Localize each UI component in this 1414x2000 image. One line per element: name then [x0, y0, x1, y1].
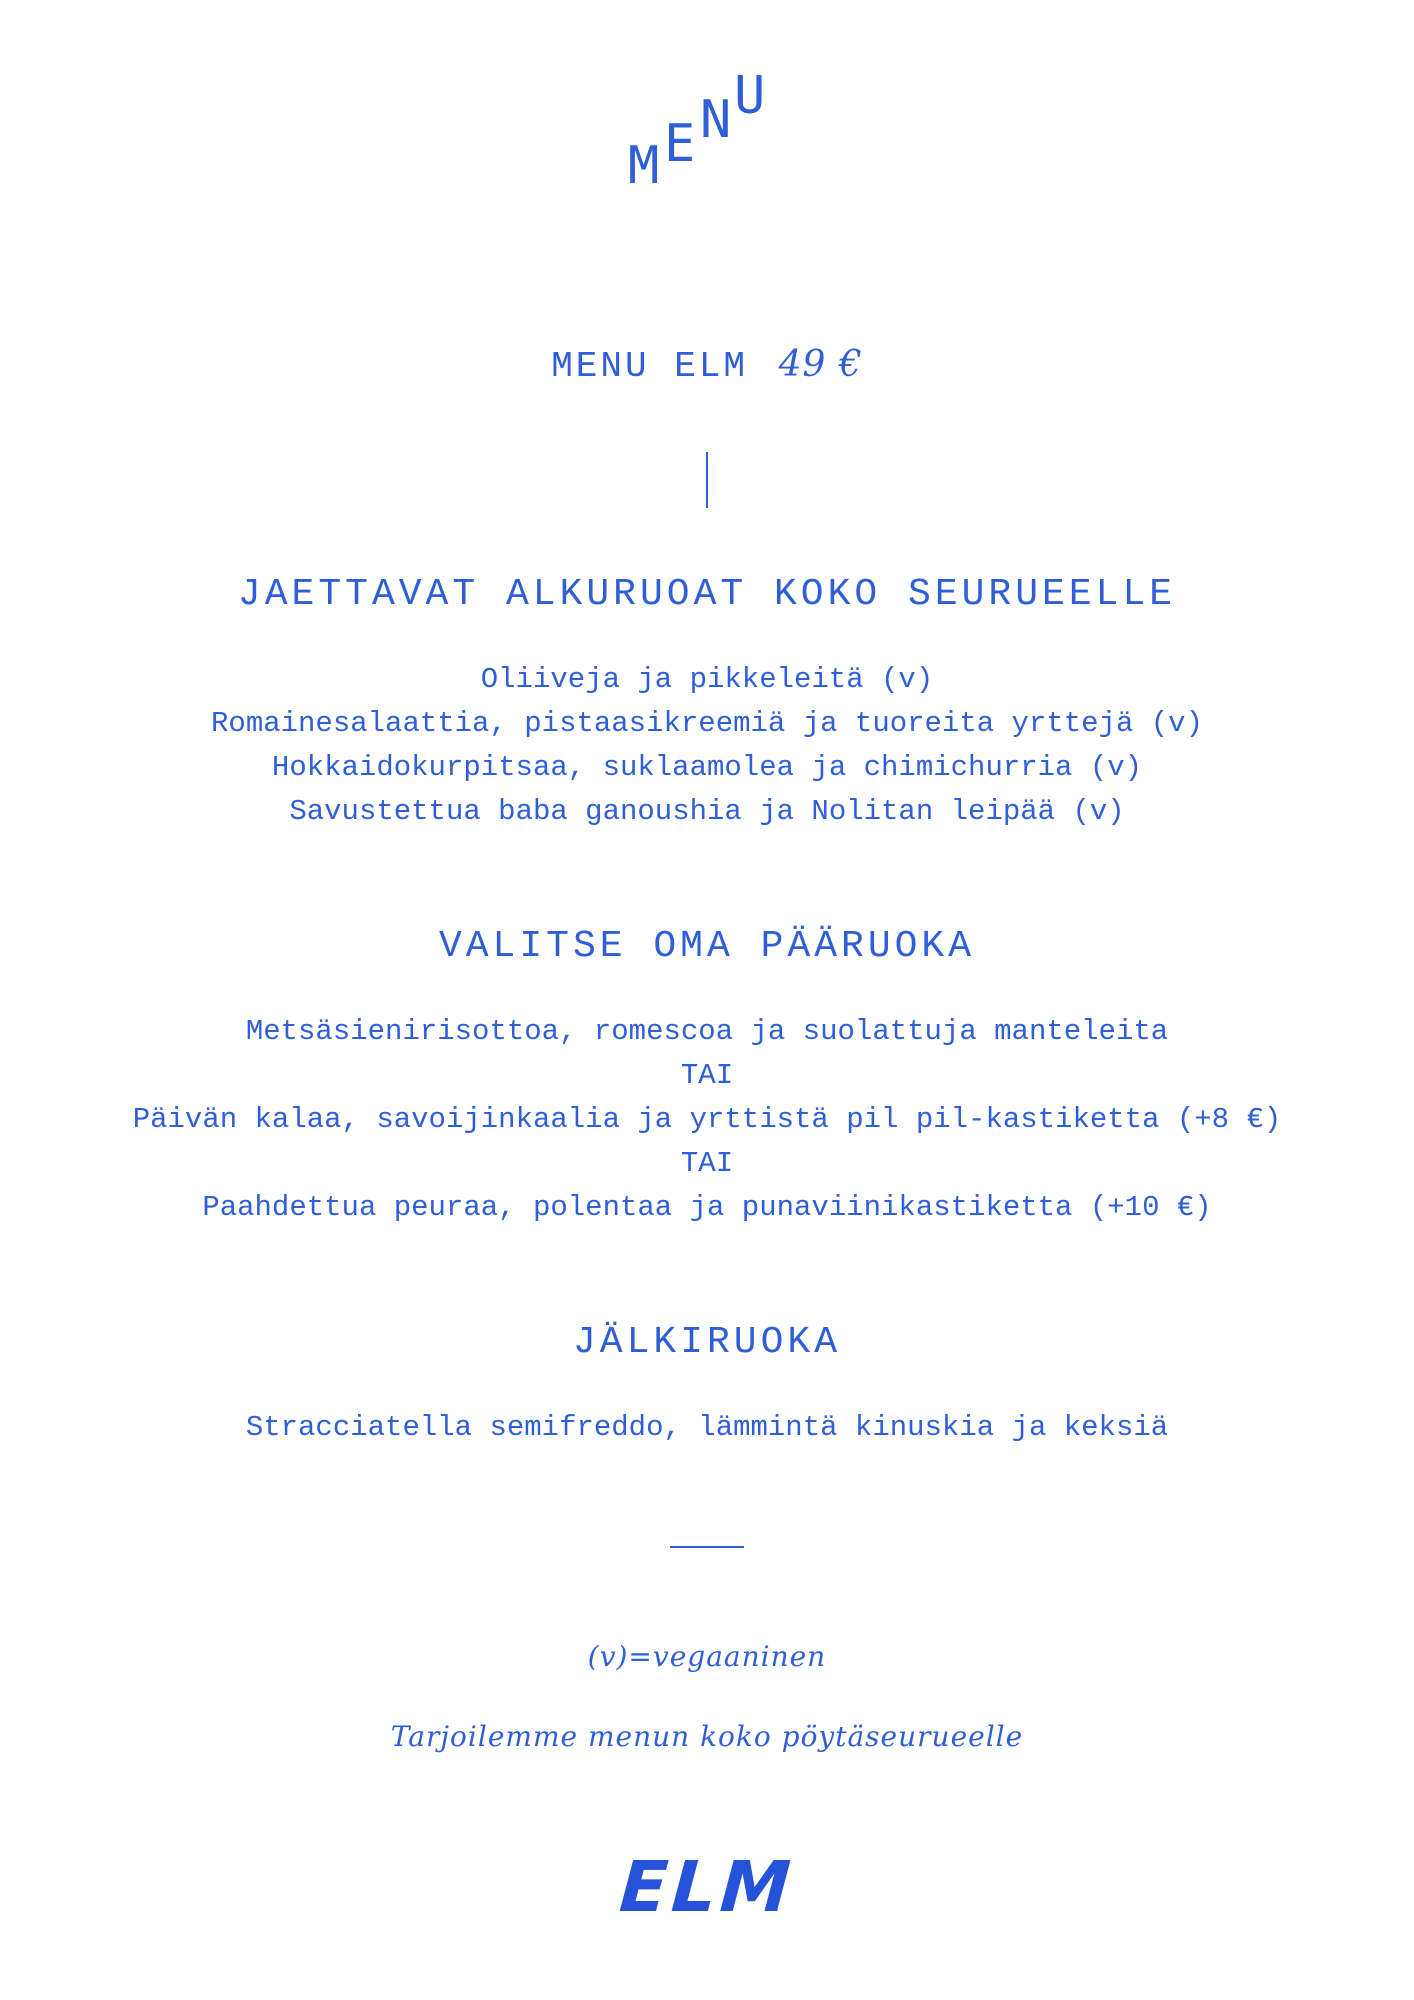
- menu-title: [0, 344, 1414, 387]
- menu-item-or-separator: TAI: [680, 1147, 734, 1180]
- vertical-divider: [706, 452, 708, 508]
- menu-logo-letter: N: [700, 90, 732, 150]
- elm-brand-logo: ELM: [617, 1846, 797, 1928]
- menu-item: Oliiveja ja pikkeleitä (v): [480, 663, 934, 696]
- section-heading-starters: JAETTAVAT ALKURUOAT KOKO SEURUEELLE: [237, 573, 1177, 616]
- menu-logo-letter: E: [664, 114, 696, 174]
- menu-item: Päivän kalaa, savoijinkaalia ja yrttistä pil pil-kastiketta (+8 €): [132, 1103, 1282, 1136]
- menu-item: Romainesalaattia, pistaasikreemiä ja tuoreita yrttejä (v): [211, 707, 1203, 740]
- serving-footnote: Tarjoilemme menun koko pöytäseurueelle: [390, 1720, 1024, 1753]
- menu-item-or-separator: TAI: [680, 1059, 734, 1092]
- menu-item: Hokkaidokurpitsaa, suklaamolea ja chimichurria (v): [271, 751, 1143, 784]
- section-items-starters: [0, 658, 1414, 834]
- vegan-footnote: (v)=vegaaninen: [587, 1640, 827, 1673]
- horizontal-divider: [670, 1546, 744, 1548]
- menu-logo-letter: M: [628, 136, 660, 196]
- section-items-mains: [0, 1010, 1414, 1230]
- menu-item: Metsäsienirisottoa, romescoa ja suolattuja manteleita: [245, 1015, 1169, 1048]
- menu-wordmark-logo: [628, 66, 788, 206]
- menu-item: Paahdettua peuraa, polentaa ja punaviinikastiketta (+10 €): [202, 1191, 1212, 1224]
- menu-title-label: MENU ELM: [551, 346, 749, 387]
- menu-item: Savustettua baba ganoushia ja Nolitan leipää (v): [289, 795, 1125, 828]
- menu-price: 49 €: [778, 344, 863, 385]
- section-items-dessert: [0, 1406, 1414, 1450]
- section-heading-dessert: JÄLKIRUOKA: [572, 1321, 842, 1364]
- menu-item: Stracciatella semifreddo, lämmintä kinuskia ja keksiä: [245, 1411, 1169, 1444]
- section-heading-mains: VALITSE OMA PÄÄRUOKA: [438, 925, 976, 968]
- menu-logo-letter: U: [734, 66, 766, 126]
